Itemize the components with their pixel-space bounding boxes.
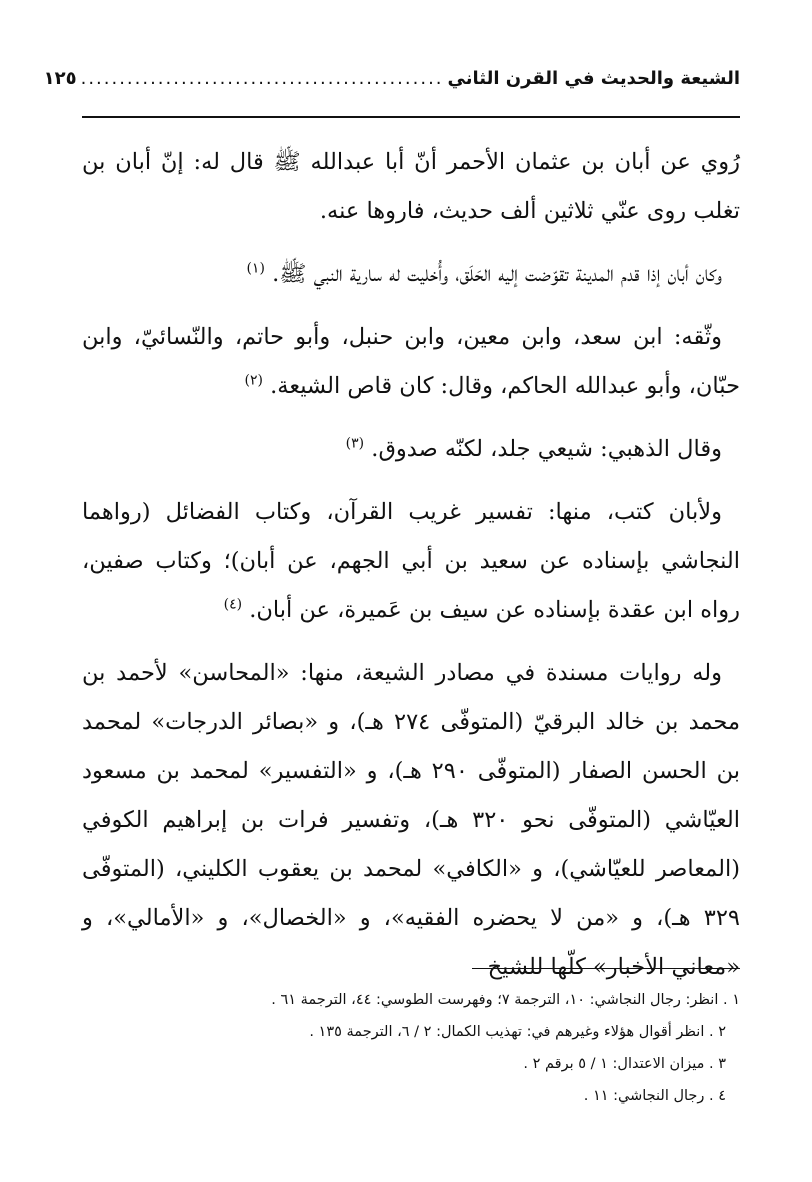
footnote-marker[interactable]: (٤) (223, 596, 243, 613)
footnote-4: ٤ . رجال النجاشي: ١١ . (583, 1088, 726, 1104)
header-leader-dots: ............................................... (80, 68, 444, 89)
footnote-1: ١ . انظر: رجال النجاشي: ١٠، الترجمة ٧؛ وفهرست الطوسي: ٤٤، الترجمة ٦١ . (271, 992, 740, 1008)
footnote-marker[interactable]: (١) (246, 260, 265, 277)
header-rule (82, 116, 740, 118)
paragraph-4 (82, 425, 740, 474)
paragraph-5 (82, 488, 740, 635)
paragraph-text: رُوي عن أبان بن عثمان الأحمر أنّ أبا عبدالله ﷺ قال له: إنّ أبان بن تغلب روى عنّي ثلاثين ألف حديث، فاروها عنه. (82, 149, 740, 224)
main-text (82, 138, 740, 1006)
paragraph-3 (82, 313, 740, 411)
paragraph-text: وثّقه: ابن سعد، وابن معين، وابن حنبل، وأبو حاتم، والنّسائيّ، وابن حبّان، وأبو عبدالله الحاكم، وقال: كان قاص الشيعة. (82, 324, 740, 399)
page-number: ١٢٥ (43, 68, 77, 89)
paragraph-6 (82, 649, 740, 992)
footnote-separator (472, 968, 740, 969)
footnote-marker[interactable]: (٣) (345, 435, 365, 452)
paragraph-2 (82, 250, 740, 299)
paragraph-1 (82, 138, 740, 236)
header-title: الشيعة والحديث في القرن الثاني (447, 68, 740, 89)
footnote-3: ٣ . ميزان الاعتدال: ١ / ٥ برقم ٢ . (523, 1056, 726, 1072)
paragraph-text: وكان أبان إذا قدم المدينة تقوّضت إليه الحَلَق، وأُخليت له سارية النبي ﷺ. (272, 261, 722, 287)
running-header (43, 68, 740, 118)
paragraph-text: وقال الذهبي: شيعي جلد، لكنّه صدوق. (371, 436, 722, 462)
footnote-2: ٢ . انظر أقوال هؤلاء وغيرهم في: تهذيب الكمال: ٢ / ٦، الترجمة ١٣٥ . (309, 1024, 726, 1040)
footnotes (82, 984, 740, 1112)
paragraph-text: ولأبان كتب، منها: تفسير غريب القرآن، وكتاب الفضائل (رواهما النجاشي بإسناده عن سعيد بن أبي الجهم، عن أبان)؛ وكتاب صفين، رواه ابن عقدة بإسناده عن سيف بن عَميرة، عن أبان. (82, 499, 740, 623)
paragraph-text: وله روايات مسندة في مصادر الشيعة، منها: «المحاسن» لأحمد بن محمد بن خالد البرقيّ (المتوفّى ٢٧٤ هـ)، و «بصائر الدرجات» لمحمد بن الحسن الصفار (المتوفّى ٢٩٠ هـ)، و «التفسير» لمحمد بن مسعود العيّاشي (المتوفّى نحو ٣٢٠ هـ)، وتفسير فرات بن إبراهيم الكوفي (المعاصر للعيّاشي)، و «الكافي» لمحمد بن يعقوب الكليني، (المتوفّى ٣٢٩ هـ)، و «من لا يحضره الفقيه»، و «الخصال»، و «الأمالي»، و «معاني الأخبار» كلّها للشيخ (82, 660, 740, 980)
footnote-marker[interactable]: (٢) (244, 372, 263, 389)
